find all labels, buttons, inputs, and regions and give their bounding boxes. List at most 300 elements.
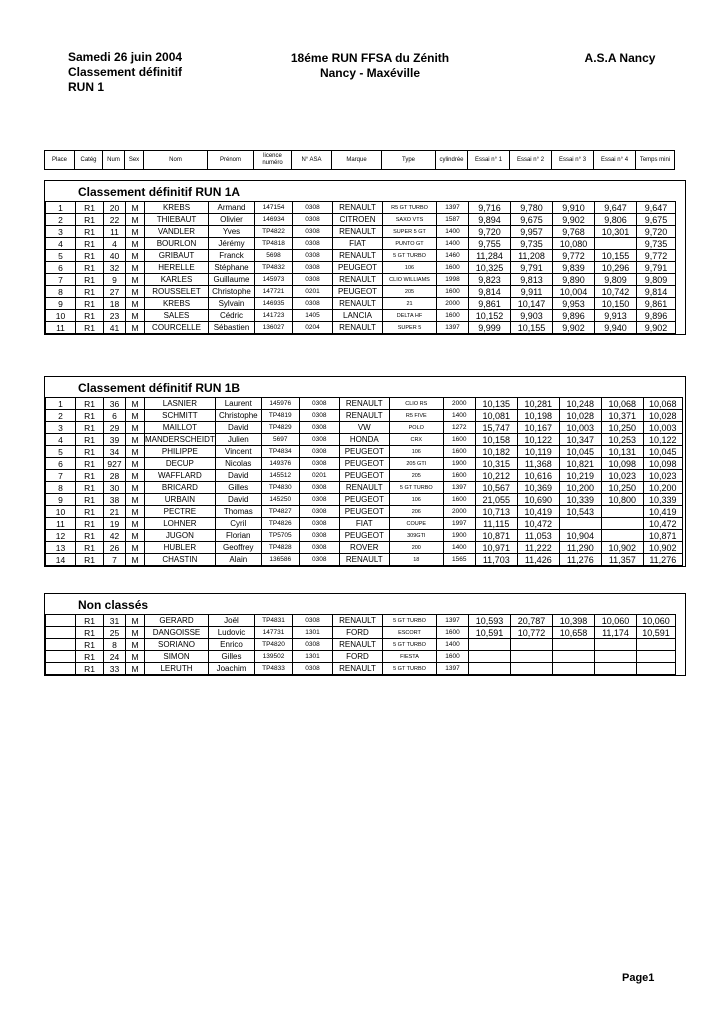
cell-essai-3: 9,839 (553, 262, 595, 274)
cell-prenom: Joël (209, 615, 255, 627)
cell-type: 5 GT TURBO (389, 482, 443, 494)
cell-cylindree: 1400 (437, 226, 469, 238)
column-header-nom: Nom (144, 151, 208, 170)
cell-essai-1: 10,971 (475, 542, 517, 554)
table-row (46, 310, 676, 322)
table-row (46, 494, 683, 506)
cell-essai-3: 10,200 (559, 482, 601, 494)
cell-essai-1: 10,593 (469, 615, 511, 627)
cell-nom: SIMON (145, 651, 209, 663)
cell-type: PUNTO GT (383, 238, 437, 250)
table-row (46, 214, 676, 226)
cell-prenom: Gilles (215, 482, 261, 494)
cell-num: 9 (104, 274, 126, 286)
cell-essai-1: 10,212 (475, 470, 517, 482)
cell-categ: R1 (76, 250, 104, 262)
cell-marque: RENAULT (333, 274, 383, 286)
cell-cylindree: 1600 (437, 262, 469, 274)
cell-essai-2 (511, 663, 553, 675)
cell-prenom: Geoffrey (215, 542, 261, 554)
cell-sex: M (126, 434, 145, 446)
cell-licence: 145976 (261, 398, 299, 410)
cell-essai-3: 10,543 (559, 506, 601, 518)
cell-cylindree: 1600 (443, 470, 475, 482)
cell-categ: R1 (76, 470, 104, 482)
cell-place (46, 615, 76, 627)
cell-categ: R1 (76, 663, 104, 675)
cell-temps-mini: 10,200 (643, 482, 682, 494)
table-row (46, 434, 683, 446)
cell-asa: 0308 (299, 410, 339, 422)
cell-essai-4: 10,023 (601, 470, 643, 482)
cell-essai-2: 10,167 (517, 422, 559, 434)
cell-num: 4 (104, 238, 126, 250)
cell-prenom: Jérémy (209, 238, 255, 250)
cell-essai-4: 10,742 (595, 286, 637, 298)
cell-type: DELTA HF (383, 310, 437, 322)
cell-essai-1: 10,158 (475, 434, 517, 446)
cell-prenom: Florian (215, 530, 261, 542)
cell-sex: M (126, 214, 145, 226)
cell-essai-3 (553, 639, 595, 651)
cell-asa: 0308 (299, 542, 339, 554)
section-title: Classement définitif RUN 1B (78, 381, 241, 395)
cell-num: 8 (104, 639, 126, 651)
cell-categ: R1 (76, 530, 104, 542)
cell-sex: M (126, 262, 145, 274)
cell-prenom: David (215, 470, 261, 482)
cell-temps-mini: 9,675 (637, 214, 676, 226)
cell-sex: M (126, 398, 145, 410)
cell-sex: M (126, 639, 145, 651)
cell-essai-3: 10,080 (553, 238, 595, 250)
cell-essai-1: 10,871 (475, 530, 517, 542)
cell-temps-mini: 9,647 (637, 202, 676, 214)
cell-essai-4: 10,371 (601, 410, 643, 422)
cell-sex: M (126, 651, 145, 663)
cell-place: 11 (46, 322, 76, 334)
cell-categ: R1 (76, 458, 104, 470)
cell-sex: M (126, 410, 145, 422)
cell-categ: R1 (76, 554, 104, 566)
column-header-essai-3: Essai n° 3 (552, 151, 594, 170)
cell-essai-1: 10,152 (469, 310, 511, 322)
cell-essai-1: 9,814 (469, 286, 511, 298)
cell-type: COUPE (389, 518, 443, 530)
cell-nom: PECTRE (145, 506, 216, 518)
cell-categ: R1 (76, 410, 104, 422)
column-header-place: Place (45, 151, 75, 170)
cell-essai-2: 9,735 (511, 238, 553, 250)
cell-essai-4: 10,253 (601, 434, 643, 446)
cell-prenom: Thomas (215, 506, 261, 518)
cell-asa: 1301 (293, 627, 333, 639)
cell-sex: M (126, 554, 145, 566)
cell-marque: PEUGEOT (339, 446, 389, 458)
cell-nom: MANDERSCHEIDT (145, 434, 215, 444)
cell-essai-1: 10,081 (475, 410, 517, 422)
cell-type: SAXO VTS (383, 214, 437, 226)
column-header-temps-mini: Temps mini (636, 151, 675, 170)
table-row (46, 530, 683, 542)
column-header-essai-2: Essai n° 2 (510, 151, 552, 170)
organizer: A.S.A Nancy (584, 51, 656, 65)
cell-place: 5 (46, 250, 76, 262)
cell-categ: R1 (76, 322, 104, 334)
table-row (46, 238, 676, 250)
cell-marque: ROVER (339, 542, 389, 554)
cell-sex: M (126, 542, 145, 554)
cell-marque: RENAULT (333, 226, 383, 238)
column-header-prenom: Prénom (208, 151, 254, 170)
cell-licence: TP4834 (261, 446, 299, 458)
cell-essai-4: 11,174 (595, 627, 637, 639)
cell-licence: 141723 (255, 310, 293, 322)
cell-prenom: Ludovic (209, 627, 255, 639)
cell-essai-2: 10,155 (511, 322, 553, 334)
cell-place (46, 663, 76, 675)
cell-nom: BOURLON (145, 238, 209, 250)
cell-marque: CITROEN (333, 214, 383, 226)
section-non-classes (44, 593, 686, 676)
cell-place: 7 (46, 470, 76, 482)
cell-place: 10 (46, 310, 76, 322)
table-row (46, 542, 683, 554)
cell-asa: 0308 (293, 639, 333, 651)
cell-marque: RENAULT (333, 202, 383, 214)
cell-prenom: Vincent (215, 446, 261, 458)
cell-categ: R1 (76, 286, 104, 298)
cell-licence: 147721 (255, 286, 293, 298)
cell-type: R5 FIVE (389, 410, 443, 422)
cell-nom: URBAIN (145, 494, 216, 506)
cell-prenom: David (215, 494, 261, 506)
cell-essai-2: 10,369 (517, 482, 559, 494)
table-row (46, 615, 676, 627)
cell-asa: 0201 (293, 286, 333, 298)
cell-essai-2: 10,472 (517, 518, 559, 530)
cell-licence: TP4832 (255, 262, 293, 274)
cell-marque: FIAT (339, 518, 389, 530)
cell-cylindree: 1400 (437, 238, 469, 250)
cell-licence: 146934 (255, 214, 293, 226)
cell-essai-2: 9,813 (511, 274, 553, 286)
cell-essai-4 (595, 639, 637, 651)
cell-categ: R1 (76, 446, 104, 458)
column-header-asa: N° ASA (292, 151, 332, 170)
cell-essai-1 (469, 639, 511, 651)
cell-place: 3 (46, 422, 76, 434)
cell-type: 106 (389, 494, 443, 506)
cell-licence: 139502 (255, 651, 293, 663)
cell-nom: GERARD (145, 615, 209, 627)
cell-asa: 0308 (299, 554, 339, 566)
cell-essai-1: 9,755 (469, 238, 511, 250)
cell-asa: 0308 (299, 506, 339, 518)
cell-sex: M (126, 274, 145, 286)
column-header-sex: Sex (125, 151, 144, 170)
table-row (46, 286, 676, 298)
cell-type: 5 GT TURBO (383, 615, 437, 627)
cell-place: 6 (46, 458, 76, 470)
cell-essai-1: 10,713 (475, 506, 517, 518)
cell-essai-1: 9,720 (469, 226, 511, 238)
cell-num: 22 (104, 214, 126, 226)
cell-nom: GRIBAUT (145, 250, 209, 262)
cell-licence: TP4826 (261, 518, 299, 530)
cell-asa: 0308 (293, 298, 333, 310)
cell-cylindree: 1600 (437, 627, 469, 639)
cell-essai-3 (559, 518, 601, 530)
cell-cylindree: 1400 (443, 410, 475, 422)
event-location: Nancy - Maxéville (319, 66, 421, 80)
cell-essai-2 (511, 651, 553, 663)
cell-prenom: Nicolas (215, 458, 261, 470)
cell-categ: R1 (76, 226, 104, 238)
cell-essai-4: 10,131 (601, 446, 643, 458)
cell-licence: 145973 (255, 274, 293, 286)
cell-num: 39 (104, 434, 126, 446)
cell-licence: 149376 (261, 458, 299, 470)
cell-sex: M (126, 615, 145, 627)
cell-place (46, 651, 76, 663)
cell-categ: R1 (76, 639, 104, 651)
cell-temps-mini: 10,068 (643, 398, 682, 410)
cell-type: ESCORT (383, 627, 437, 639)
column-header-categ: Catég (75, 151, 103, 170)
cell-prenom: Enrico (209, 639, 255, 651)
cell-place: 4 (46, 238, 76, 250)
cell-place (46, 639, 76, 651)
cell-temps-mini: 9,861 (637, 298, 676, 310)
cell-essai-1: 10,591 (469, 627, 511, 639)
cell-type: 18 (389, 554, 443, 566)
cell-essai-2: 10,772 (511, 627, 553, 639)
cell-num: 20 (104, 202, 126, 214)
cell-cylindree: 1400 (437, 639, 469, 651)
cell-essai-3: 10,398 (553, 615, 595, 627)
cell-categ: R1 (76, 506, 104, 518)
cell-num: 27 (104, 286, 126, 298)
cell-marque: RENAULT (339, 554, 389, 566)
cell-place: 6 (46, 262, 76, 274)
cell-marque: PEUGEOT (339, 506, 389, 518)
cell-categ: R1 (76, 422, 104, 434)
cell-nom: DECUP (145, 458, 216, 470)
cell-cylindree: 1600 (443, 494, 475, 506)
cell-cylindree: 1600 (437, 651, 469, 663)
cell-essai-2: 11,222 (517, 542, 559, 554)
cell-essai-3: 9,902 (553, 322, 595, 334)
cell-type: CLIO WILLIAMS (383, 274, 437, 286)
cell-essai-4: 10,301 (595, 226, 637, 238)
cell-num: 23 (104, 310, 126, 322)
header-left (68, 50, 182, 95)
cell-essai-3: 9,890 (553, 274, 595, 286)
cell-place: 8 (46, 482, 76, 494)
cell-nom: KREBS (145, 298, 209, 310)
cell-temps-mini: 10,339 (643, 494, 682, 506)
cell-licence: 136027 (255, 322, 293, 334)
cell-sex: M (126, 494, 145, 506)
cell-licence: TP5705 (261, 530, 299, 542)
cell-essai-1: 11,284 (469, 250, 511, 262)
cell-asa: 0308 (293, 262, 333, 274)
cell-prenom: Alain (215, 554, 261, 566)
cell-essai-4: 10,155 (595, 250, 637, 262)
cell-essai-2: 20,787 (511, 615, 553, 627)
cell-categ: R1 (76, 274, 104, 286)
cell-nom: KREBS (145, 202, 209, 214)
cell-essai-1: 11,115 (475, 518, 517, 530)
cell-essai-3: 9,910 (553, 202, 595, 214)
cell-essai-4: 10,060 (595, 615, 637, 627)
cell-marque: PEUGEOT (339, 458, 389, 470)
cell-essai-1: 10,182 (475, 446, 517, 458)
cell-nom: LOHNER (145, 518, 216, 530)
cell-marque: HONDA (339, 434, 389, 446)
results-table-non-classes (45, 614, 676, 675)
cell-nom: SCHMITT (145, 410, 216, 422)
cell-prenom: Olivier (209, 214, 255, 226)
cell-essai-2: 9,780 (511, 202, 553, 214)
cell-essai-4: 9,940 (595, 322, 637, 334)
cell-place: 1 (46, 202, 76, 214)
cell-essai-2: 10,119 (517, 446, 559, 458)
cell-essai-3: 10,658 (553, 627, 595, 639)
cell-categ: R1 (76, 494, 104, 506)
cell-place: 13 (46, 542, 76, 554)
cell-licence: TP4822 (255, 226, 293, 238)
cell-asa: 0308 (299, 518, 339, 530)
cell-marque: FIAT (333, 238, 383, 250)
cell-type: 200 (389, 542, 443, 554)
header-classement: Classement définitif (68, 65, 183, 79)
cell-cylindree: 1997 (443, 518, 475, 530)
cell-temps-mini: 10,419 (643, 506, 682, 518)
cell-licence: TP4830 (261, 482, 299, 494)
cell-prenom: Joachim (209, 663, 255, 675)
table-row (46, 663, 676, 675)
table-row (46, 226, 676, 238)
header-center (260, 51, 480, 81)
cell-num: 25 (104, 627, 126, 639)
cell-nom: HUBLER (145, 542, 216, 554)
cell-prenom: Armand (209, 202, 255, 214)
cell-sex: M (126, 470, 145, 482)
column-header-licence: licence numéro (254, 151, 292, 170)
table-row (46, 482, 683, 494)
cell-categ: R1 (76, 398, 104, 410)
cell-place: 9 (46, 494, 76, 506)
page-number: Page1 (622, 972, 655, 984)
cell-nom: SALES (145, 310, 209, 322)
cell-place: 7 (46, 274, 76, 286)
section-title: Classement définitif RUN 1A (78, 185, 241, 199)
cell-marque: RENAULT (333, 663, 383, 675)
cell-essai-2: 10,147 (511, 298, 553, 310)
column-header-cylindree: cylindrée (436, 151, 468, 170)
cell-prenom: Julien (215, 434, 261, 446)
cell-essai-2: 10,616 (517, 470, 559, 482)
cell-essai-2: 11,426 (517, 554, 559, 566)
table-row (46, 398, 683, 410)
cell-nom: CHASTIN (145, 554, 216, 566)
cell-essai-1: 9,894 (469, 214, 511, 226)
cell-essai-2: 11,368 (517, 458, 559, 470)
cell-essai-4: 9,806 (595, 214, 637, 226)
cell-essai-2: 10,122 (517, 434, 559, 446)
cell-categ: R1 (76, 518, 104, 530)
cell-num: 36 (104, 398, 126, 410)
cell-categ: R1 (76, 202, 104, 214)
section-run-1b (44, 376, 686, 567)
cell-essai-1: 9,999 (469, 322, 511, 334)
cell-essai-2: 11,053 (517, 530, 559, 542)
cell-place: 2 (46, 410, 76, 422)
cell-essai-3: 10,339 (559, 494, 601, 506)
cell-temps-mini: 9,902 (637, 322, 676, 334)
cell-nom: KARLES (145, 274, 209, 286)
cell-essai-2: 9,957 (511, 226, 553, 238)
cell-essai-4: 9,647 (595, 202, 637, 214)
cell-sex: M (126, 286, 145, 298)
cell-cylindree: 2000 (443, 398, 475, 410)
cell-essai-2: 11,208 (511, 250, 553, 262)
cell-place: 2 (46, 214, 76, 226)
table-row (46, 250, 676, 262)
event-title: 18éme RUN FFSA du Zénith (290, 51, 450, 65)
cell-cylindree: 1600 (443, 434, 475, 446)
cell-cylindree: 1397 (437, 322, 469, 334)
cell-asa: 0308 (299, 482, 339, 494)
cell-categ: R1 (76, 482, 104, 494)
cell-type: 5 GT TURBO (383, 663, 437, 675)
cell-asa: 1301 (293, 651, 333, 663)
cell-asa: 0308 (299, 446, 339, 458)
cell-num: 34 (104, 446, 126, 458)
section-title: Non classés (78, 598, 149, 612)
cell-temps-mini: 9,735 (637, 238, 676, 250)
cell-prenom: Sébastien (209, 322, 255, 334)
cell-categ: R1 (76, 434, 104, 446)
cell-num: 40 (104, 250, 126, 262)
cell-licence: TP4829 (261, 422, 299, 434)
cell-categ: R1 (76, 238, 104, 250)
cell-licence: 145250 (261, 494, 299, 506)
cell-essai-2: 9,903 (511, 310, 553, 322)
cell-num: 21 (104, 506, 126, 518)
cell-nom: THIEBAUT (145, 214, 209, 226)
cell-asa: 0308 (299, 422, 339, 434)
table-row (46, 651, 676, 663)
cell-num: 29 (104, 422, 126, 434)
cell-essai-4 (595, 651, 637, 663)
cell-type: POLO (389, 422, 443, 434)
cell-essai-1: 10,567 (475, 482, 517, 494)
cell-essai-3: 11,290 (559, 542, 601, 554)
results-table-run-1b (45, 397, 683, 566)
cell-type: 205 (383, 286, 437, 298)
cell-nom: PHILIPPE (145, 446, 216, 458)
cell-num: 11 (104, 226, 126, 238)
cell-licence: 146935 (255, 298, 293, 310)
cell-marque: RENAULT (333, 250, 383, 262)
cell-licence: TP4827 (261, 506, 299, 518)
cell-sex: M (126, 422, 145, 434)
cell-essai-4: 10,150 (595, 298, 637, 310)
cell-prenom: Guillaume (209, 274, 255, 286)
